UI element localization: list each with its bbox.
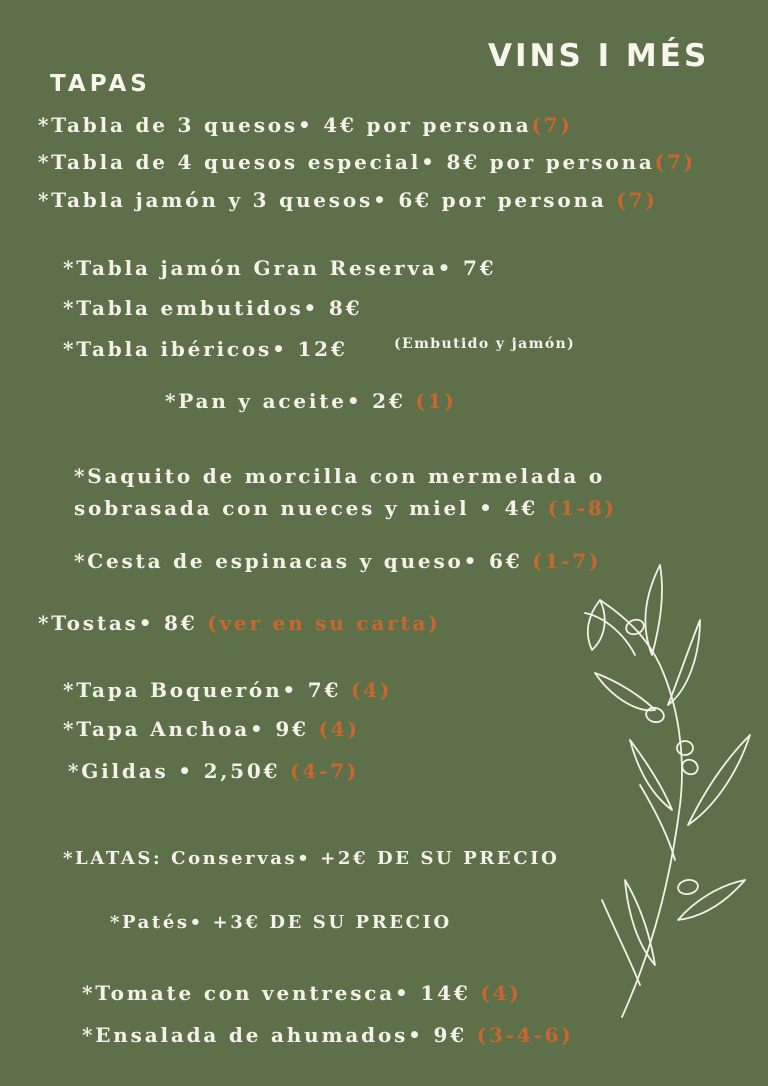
menu-item bbox=[74, 460, 617, 524]
menu-item bbox=[63, 848, 559, 869]
menu-item bbox=[165, 389, 457, 413]
brand-title: VINS I MÉS bbox=[488, 38, 710, 74]
item-text: *Pan y aceite• 2€ bbox=[165, 389, 406, 413]
allergen-codes: (3-4-6) bbox=[476, 1023, 574, 1047]
menu-item bbox=[74, 549, 601, 573]
item-text: *Ensalada de ahumados• 9€ bbox=[82, 1023, 467, 1047]
item-text: *Tabla ibéricos• 12€ bbox=[63, 337, 348, 361]
menu-item bbox=[38, 113, 573, 137]
allergen-codes: (4) bbox=[318, 717, 360, 741]
item-text: *Tapa Boquerón• 7€ bbox=[63, 678, 342, 702]
item-text: *Gildas • 2,50€ bbox=[68, 759, 281, 783]
menu-item bbox=[63, 337, 348, 361]
allergen-codes: (1-8) bbox=[547, 496, 617, 520]
olive-branch-icon bbox=[560, 555, 760, 1025]
menu-item bbox=[63, 256, 496, 280]
section-title: TAPAS bbox=[50, 71, 151, 97]
allergen-codes: (1-7) bbox=[532, 549, 602, 573]
item-text: *Patés• +3€ DE SU PRECIO bbox=[110, 912, 452, 933]
allergen-codes: (4) bbox=[350, 678, 393, 702]
menu-item bbox=[82, 1023, 574, 1047]
item-text: *Cesta de espinacas y queso• 6€ bbox=[74, 549, 523, 573]
allergen-codes: (ver en su carta) bbox=[207, 611, 441, 635]
menu-item bbox=[63, 296, 362, 320]
menu-item bbox=[63, 717, 360, 741]
allergen-codes: (4) bbox=[480, 981, 522, 1005]
item-text: *Tapa Anchoa• 9€ bbox=[63, 717, 309, 741]
menu-item bbox=[38, 150, 696, 174]
item-text: *Tabla jamón y 3 quesos• 6€ por persona bbox=[38, 188, 607, 212]
menu-item bbox=[38, 188, 658, 212]
menu-item bbox=[38, 611, 441, 635]
allergen-codes: (7) bbox=[616, 188, 658, 212]
item-text: *Tostas• 8€ bbox=[38, 611, 198, 635]
allergen-codes: (7) bbox=[654, 150, 696, 174]
menu-item bbox=[68, 759, 359, 783]
item-text: *Tabla jamón Gran Reserva• 7€ bbox=[63, 256, 497, 280]
item-text: *Tabla de 3 quesos• 4€ por persona bbox=[38, 113, 532, 137]
allergen-codes: (1) bbox=[415, 389, 457, 413]
allergen-codes: (4-7) bbox=[290, 759, 360, 783]
menu-item bbox=[63, 678, 392, 702]
item-text: *Tomate con ventresca• 14€ bbox=[82, 981, 471, 1005]
item-text: *Tabla de 4 quesos especial• 8€ por persona bbox=[38, 150, 655, 174]
menu-item bbox=[82, 981, 522, 1005]
item-text: *LATAS: Conservas• +2€ DE SU PRECIO bbox=[63, 848, 560, 869]
allergen-codes: (7) bbox=[531, 113, 573, 137]
item-text-continued: sobrasada con nueces y miel • 4€ bbox=[74, 496, 538, 520]
menu-item bbox=[110, 912, 452, 933]
item-text: *Saquito de morcilla con mermelada o bbox=[74, 464, 606, 488]
item-text: *Tabla embutidos• 8€ bbox=[63, 296, 363, 320]
item-note: (Embutido y jamón) bbox=[394, 336, 576, 352]
